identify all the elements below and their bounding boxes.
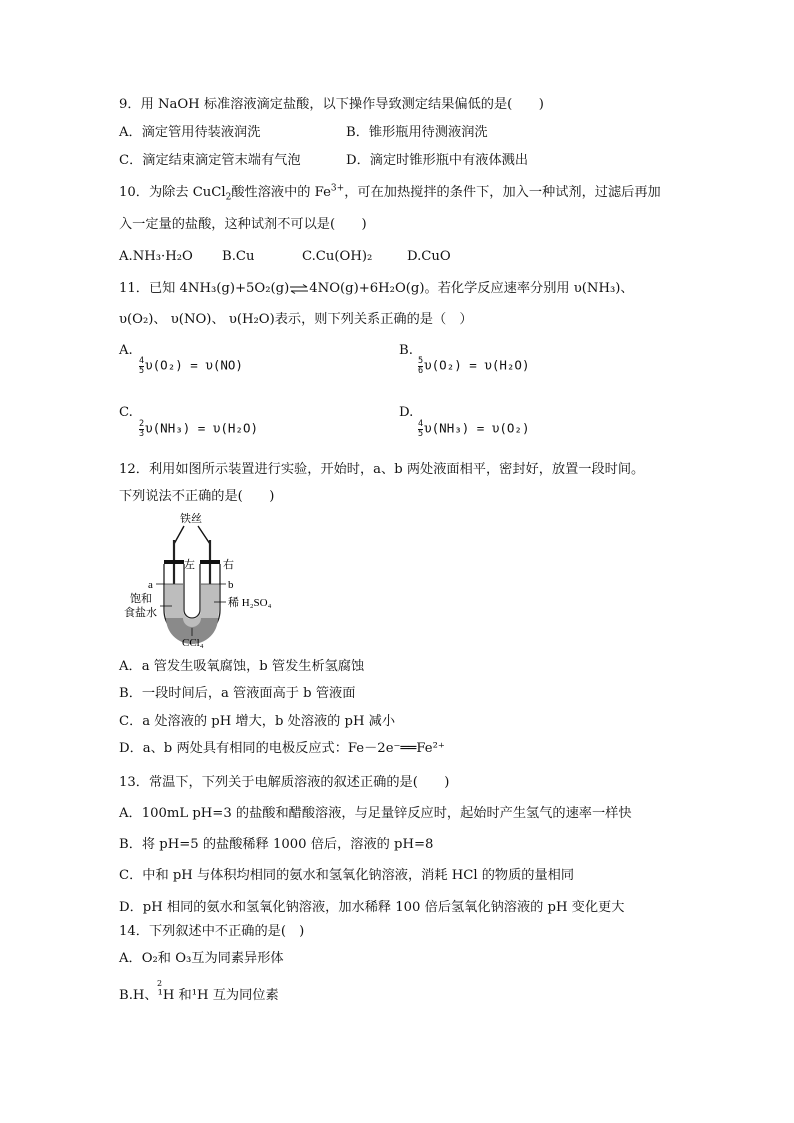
q9-option-a: A．滴定管用待装液润洗 <box>119 125 261 140</box>
q12-stem: 12．利用如图所示装置进行实验，开始时，a、b 两处液面相平，密封好，放置一段时间。 <box>119 462 645 477</box>
q13-option-a: A．100mL pH=3 的盐酸和醋酸溶液，与足量锌反应时，起始时产生氢气的速率一样快 <box>119 806 632 821</box>
q10-option-c: C.Cu(OH)₂ <box>302 249 373 264</box>
q10-stem: 10．为除去 CuCl$_2$酸性溶液中的 $Fe^{3+}$，可在加热搅拌的条件下，加入一种试剂，过滤后再加 <box>119 183 661 203</box>
q12-stem-line2: 下列说法不正确的是( ) <box>119 489 275 504</box>
q11-stem-line2: υ(O₂)、 υ(NO)、 υ(H₂O)表示，则下列关系正确的是（ ） <box>119 312 473 327</box>
q12-option-b: B．一段时间后，a 管液面高于 b 管液面 <box>119 686 356 701</box>
fig-label-saline-1: 饱和 <box>130 593 152 605</box>
q13-stem: 13．常温下，下列关于电解质溶液的叙述正确的是( ) <box>119 775 450 790</box>
fig-label-left: 左 <box>184 559 195 571</box>
fig-label-a: a <box>148 579 153 591</box>
q12-option-c: C．a 处溶液的 pH 增大，b 处溶液的 pH 减小 <box>119 714 396 729</box>
q12-option-d: D．a、b 两处具有相同的电极反应式：Fe－2e⁻══Fe²⁺ <box>119 741 445 756</box>
q11-option-a-formula: $\frac{4}{5}$ υ(O₂) = υ(NO) <box>139 356 243 376</box>
q11-option-b-formula: $\frac{5}{6}$ υ(O₂) = υ(H₂O) <box>418 356 530 376</box>
q11-option-a-label: A. <box>119 343 133 358</box>
electrochemistry-u-tube-figure <box>118 510 288 652</box>
q9-option-c: C．滴定结束滴定管末端有气泡 <box>119 153 301 168</box>
equilibrium-arrow-icon <box>289 284 309 294</box>
q11-stem: 11．已知 4NH₃(g)+5O₂(g) 4NO(g)+6H₂O(g)。若化学反应速率分别用 υ(NH₃)、 <box>119 281 634 296</box>
q13-option-c: C．中和 pH 与体积均相同的氨水和氢氧化钠溶液，消耗 HCl 的物质的量相同 <box>119 868 575 883</box>
q10-option-b: B.Cu <box>222 249 255 264</box>
q14-stem: 14．下列叙述中不正确的是( ) <box>119 924 305 939</box>
fig-label-saline-2: 食盐水 <box>124 607 157 619</box>
q9-option-b: B．锥形瓶用待测液润洗 <box>346 125 488 140</box>
fig-label-ccl4: CCl₄ <box>182 637 204 649</box>
q14-option-a: A．O₂和 O₃互为同素异形体 <box>119 951 284 966</box>
q10-stem-line2: 入一定量的盐酸，这种试剂不可以是( ) <box>119 217 367 232</box>
fig-label-wire: 铁丝 <box>180 513 202 525</box>
q13-option-b: B．将 pH=5 的盐酸稀释 1000 倍后，溶液的 pH=8 <box>119 837 434 852</box>
q11-option-c-formula: $\frac{2}{3}$ υ(NH₃) = υ(H₂O) <box>139 419 259 439</box>
q11-option-d-label: D. <box>399 405 414 420</box>
q13-option-d: D．pH 相同的氨水和氢氧化钠溶液，加水稀释 100 倍后氢氧化钠溶液的 pH 变化更大 <box>119 900 625 915</box>
fig-label-b: b <box>228 579 234 591</box>
fig-label-right: 右 <box>223 559 234 571</box>
q12-option-a: A．a 管发生吸氧腐蚀，b 管发生析氢腐蚀 <box>119 659 365 674</box>
q9-stem: 9．用 NaOH 标准溶液滴定盐酸，以下操作导致测定结果偏低的是( ) <box>119 97 544 112</box>
q11-option-c-label: C. <box>119 405 133 420</box>
q9-option-d: D．滴定时锥形瓶中有液体溅出 <box>346 153 529 168</box>
q14-option-b: B.H、¹H 和¹H 互为同位素 <box>119 988 279 1003</box>
q10-option-d: D.CuO <box>407 249 451 264</box>
q10-option-a: A.NH₃·H₂O <box>119 249 193 264</box>
q14-option-b-superscript: 2 <box>157 979 163 988</box>
q11-option-d-formula: $\frac{4}{5}$ υ(NH₃) = υ(O₂) <box>418 419 530 439</box>
fig-label-acid: 稀 H₂SO₄ <box>228 597 272 609</box>
q11-option-b-label: B. <box>399 343 413 358</box>
